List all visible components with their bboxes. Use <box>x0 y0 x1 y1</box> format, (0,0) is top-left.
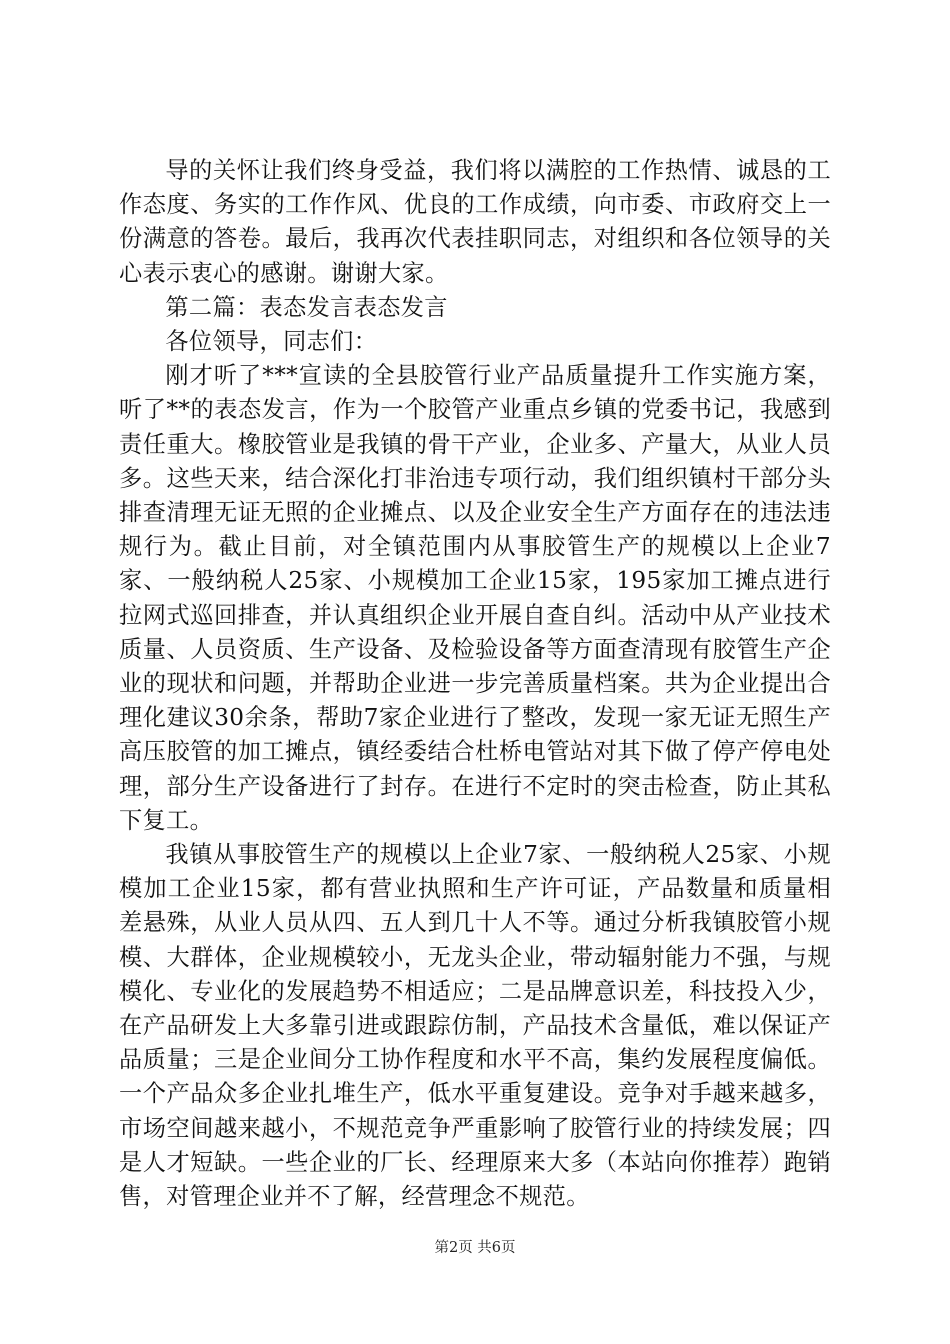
paragraph-inspection-report: 刚才听了***宣读的全县胶管行业产品质量提升工作实施方案，听了**的表态发言，作为一个胶管产业重点乡镇的党委书记，我感到责任重大。橡胶管业是我镇的骨干产业，企业多、产量大，从业人员多。这些天来，结合深化打非治违专项行动，我们组织镇村干部分头排查清理无证无照的企业摊点、以及企业安全生产方面存在的违法违规行为。截止目前，对全镇范围内从事胶管生产的规模以上企业7家、一般纳税人25家、小规模加工企业15家，195家加工摊点进行拉网式巡回排查，并认真组织企业开展自查自纠。活动中从产业技术质量、人员资质、生产设备、及检验设备等方面查清现有胶管生产企业的现状和问题，并帮助企业进一步完善质量档案。共为企业提出合理化建议30余条，帮助7家企业进行了整改，发现一家无证无照生产高压胶管的加工摊点，镇经委结合杜桥电管站对其下做了停产停电处理，部分生产设备进行了封存。在进行不定时的突击检查，防止其私下复工。 <box>119 362 831 834</box>
page-number-footer: 第2页 共6页 <box>434 1240 516 1256</box>
salutation: 各位领导，同志们： <box>165 328 378 356</box>
paragraph-industry-analysis: 我镇从事胶管生产的规模以上企业7家、一般纳税人25家、小规模加工企业15家，都有营业执照和生产许可证，产品数量和质量相差悬殊，从业人员从四、五人到几十人不等。通过分析我镇胶管小规模、大群体，企业规模较小，无龙头企业，带动辐射能力不强，与规模化、专业化的发展趋势不相适应；二是品牌意识差，科技投入少，在产品研发上大多靠引进或跟踪仿制，产品技术含量低，难以保证产品质量；三是企业间分工协作程度和水平不高，集约发展程度偏低。一个产品众多企业扎堆生产，低水平重复建设。竞争对手越来越多，市场空间越来越小，不规范竞争严重影响了胶管行业的持续发展；四是人才短缺。一些企业的厂长、经理原来大多（本站向你推荐）跑销售，对管理企业并不了解，经营理念不规范。 <box>119 841 831 1211</box>
document-body <box>119 154 831 1214</box>
paragraph-closing-thanks: 导的关怀让我们终身受益，我们将以满腔的工作热情、诚恳的工作态度、务实的工作作风、优良的工作成绩，向市委、市政府交上一份满意的答卷。最后，我再次代表挂职同志，对组织和各位领导的关心表示衷心的感谢。谢谢大家。 <box>119 157 831 287</box>
section-heading: 第二篇：表态发言表态发言 <box>165 293 448 321</box>
